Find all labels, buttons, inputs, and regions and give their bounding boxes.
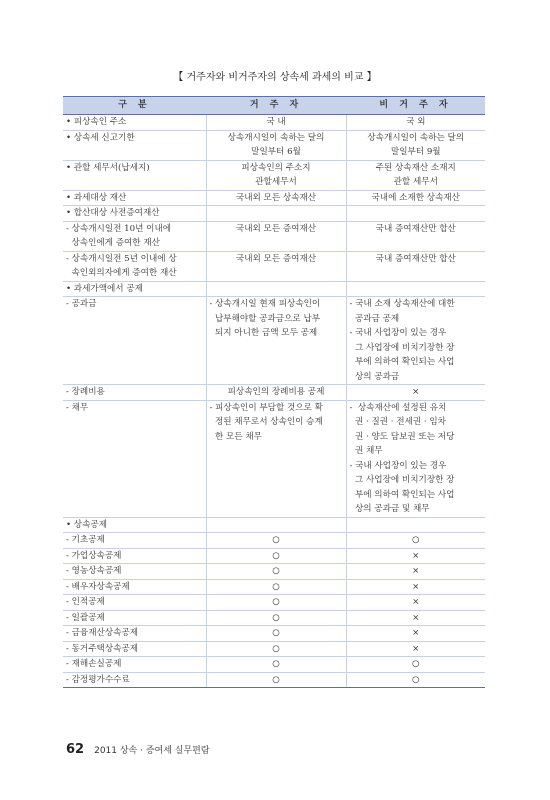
cell-line: 권 · 양도 담보권 또는 저당 xyxy=(349,431,455,442)
cell-line: ○ xyxy=(272,628,280,638)
cell-c1 xyxy=(63,385,206,401)
cell-line: × xyxy=(412,597,420,607)
cell-line: - 일괄공제 xyxy=(66,612,105,623)
table-title: 【 거주자와 비거주자의 상속세 과세의 비교 】 xyxy=(173,72,377,83)
cell-c1 xyxy=(63,517,206,533)
cell-c3 xyxy=(346,130,485,160)
page-footer xyxy=(66,742,210,757)
cell-line: 피상속인의 주소지 xyxy=(241,162,311,173)
cell-line: 국 내 xyxy=(266,117,286,127)
table-row xyxy=(63,672,485,688)
cell-c1 xyxy=(63,115,206,131)
cell-c3 xyxy=(346,564,485,580)
cell-c2 xyxy=(206,548,346,564)
cell-c1 xyxy=(63,548,206,564)
cell-line: 상의 공과금 xyxy=(349,371,400,382)
cell-c1 xyxy=(63,626,206,642)
cell-line: • 관할 세무서(납세지) xyxy=(66,162,150,173)
cell-c3 xyxy=(346,190,485,206)
cell-line: - 피상속인이 부담할 것으로 확 xyxy=(209,402,323,413)
cell-c3 xyxy=(346,610,485,626)
cell-line: 피상속인의 장례비용 공제 xyxy=(227,387,325,397)
cell-line: ○ xyxy=(272,581,280,592)
cell-line: 국내 증여재산만 합산 xyxy=(375,253,456,264)
cell-c3 xyxy=(346,595,485,611)
cell-c2 xyxy=(206,400,346,517)
cell-c2 xyxy=(206,595,346,611)
cell-c2 xyxy=(206,160,346,190)
cell-line: 그 사업장에 비치기장한 장 xyxy=(349,342,455,353)
cell-c2 xyxy=(206,672,346,688)
table-row xyxy=(63,610,485,626)
cell-line: 부에 의하여 확인되는 사업 xyxy=(349,489,455,500)
header-category: 구 분 xyxy=(63,97,206,115)
cell-c2 xyxy=(206,130,346,160)
cell-line: 국내 증여재산만 합산 xyxy=(375,223,456,234)
cell-line: 국내외 모든 상속재산 xyxy=(235,192,317,203)
cell-c1 xyxy=(63,400,206,517)
table-row xyxy=(63,385,485,401)
cell-line: - 상속개시일전 10년 이내에 xyxy=(66,223,172,234)
cell-c3 xyxy=(346,672,485,688)
cell-line: 부에 의하여 확인되는 사업 xyxy=(349,357,455,367)
cell-c2 xyxy=(206,610,346,626)
cell-c3 xyxy=(346,517,485,533)
cell-line: 납부해야할 공과금으로 납부 xyxy=(209,313,321,324)
cell-line: 상속개시일이 속하는 달의 xyxy=(367,132,465,143)
cell-line: × xyxy=(412,387,420,397)
cell-line: × xyxy=(412,643,420,654)
cell-line: × xyxy=(412,550,420,561)
cell-c1 xyxy=(63,533,206,549)
cell-line: - 재해손실공제 xyxy=(66,659,122,669)
header-nonresident: 비 거 주 자 xyxy=(346,97,485,115)
table-row xyxy=(63,533,485,549)
cell-c3 xyxy=(346,626,485,642)
cell-line: ○ xyxy=(272,612,280,623)
cell-c1 xyxy=(63,297,206,385)
cell-c2 xyxy=(206,385,346,401)
cell-line: × xyxy=(412,612,420,623)
header-row xyxy=(63,97,485,115)
cell-line: ○ xyxy=(272,550,280,561)
cell-c2 xyxy=(206,641,346,657)
cell-line: 속인외의자에게 증여한 재산 xyxy=(66,268,177,278)
cell-line: 상속인에게 증여한 재산 xyxy=(66,238,160,248)
cell-c1 xyxy=(63,610,206,626)
cell-line: × xyxy=(412,566,420,576)
cell-line: ○ xyxy=(272,535,280,545)
cell-c2 xyxy=(206,221,346,251)
cell-line: - 장례비용 xyxy=(66,387,105,397)
cell-line: 국내에 소재한 상속재산 xyxy=(371,192,460,203)
cell-c3 xyxy=(346,548,485,564)
cell-line: • 상속세 신고기한 xyxy=(66,132,135,143)
cell-line: ○ xyxy=(412,659,420,669)
table-row xyxy=(63,548,485,564)
cell-c1 xyxy=(63,641,206,657)
cell-c1 xyxy=(63,190,206,206)
table-row xyxy=(63,641,485,657)
cell-c1 xyxy=(63,251,206,281)
table-row xyxy=(63,115,485,131)
cell-c2 xyxy=(206,297,346,385)
cell-line: ○ xyxy=(272,566,280,576)
table-row xyxy=(63,206,485,222)
cell-line: 관할세무서 xyxy=(255,177,297,187)
cell-c2 xyxy=(206,657,346,673)
table-row xyxy=(63,400,485,517)
cell-line: - 국내 사업장이 있는 경우 xyxy=(349,460,447,471)
cell-c2 xyxy=(206,626,346,642)
cell-c1 xyxy=(63,564,206,580)
cell-line: 상의 공과금 및 채무 xyxy=(349,504,430,514)
cell-c2 xyxy=(206,579,346,595)
table-row xyxy=(63,221,485,251)
cell-line: 권 · 질권 · 전세권 · 임차 xyxy=(349,417,446,427)
comparison-table xyxy=(63,96,485,688)
cell-line: ○ xyxy=(272,674,280,685)
cell-line: - 금융재산상속공제 xyxy=(66,628,139,638)
header-resident: 거 주 자 xyxy=(206,97,346,115)
table-row xyxy=(63,517,485,533)
table-row xyxy=(63,579,485,595)
cell-line: 국내외 모든 증여재산 xyxy=(235,253,317,264)
cell-line: • 합산대상 사전증여재산 xyxy=(66,208,160,218)
cell-line: ○ xyxy=(412,674,420,685)
cell-line: - 채무 xyxy=(66,402,89,413)
cell-line: - 영농상속공제 xyxy=(66,566,122,576)
cell-line: • 과세대상 재산 xyxy=(66,192,127,203)
table-row xyxy=(63,190,485,206)
page-number: 62 xyxy=(66,742,85,757)
cell-c2 xyxy=(206,115,346,131)
cell-line: 말일부터 9월 xyxy=(390,147,441,157)
cell-c1 xyxy=(63,595,206,611)
table-row xyxy=(63,251,485,281)
cell-c2 xyxy=(206,517,346,533)
cell-line: - 국내 소재 상속재산에 대한 xyxy=(349,299,455,309)
cell-line: ○ xyxy=(412,535,420,545)
cell-c1 xyxy=(63,206,206,222)
table-body xyxy=(63,115,485,688)
cell-line: 정된 채무로서 상속인이 승계 xyxy=(209,417,323,427)
cell-c3 xyxy=(346,206,485,222)
cell-line: • 상속공제 xyxy=(66,519,108,530)
cell-line: • 피상속인 주소 xyxy=(66,117,127,127)
table-row xyxy=(63,564,485,580)
cell-line: 공과금 공제 xyxy=(349,313,400,324)
cell-line: 말일부터 6월 xyxy=(251,147,301,157)
cell-c2 xyxy=(206,206,346,222)
table-row xyxy=(63,657,485,673)
cell-c1 xyxy=(63,281,206,297)
cell-c3 xyxy=(346,115,485,131)
table-row xyxy=(63,160,485,190)
cell-c2 xyxy=(206,281,346,297)
cell-c3 xyxy=(346,657,485,673)
cell-c1 xyxy=(63,130,206,160)
cell-line: × xyxy=(412,628,420,638)
cell-c1 xyxy=(63,672,206,688)
cell-c3 xyxy=(346,385,485,401)
cell-c3 xyxy=(346,160,485,190)
cell-c3 xyxy=(346,579,485,595)
cell-line: - 인적공제 xyxy=(66,597,105,607)
cell-c3 xyxy=(346,297,485,385)
table-row xyxy=(63,595,485,611)
cell-c3 xyxy=(346,221,485,251)
cell-c3 xyxy=(346,281,485,297)
table-row xyxy=(63,626,485,642)
cell-c2 xyxy=(206,564,346,580)
cell-c2 xyxy=(206,190,346,206)
cell-line: 한 모든 채무 xyxy=(209,431,262,442)
cell-line: - 상속개시일 현재 피상속인이 xyxy=(209,299,321,309)
footer-text: 2011 상속 · 증여세 실무편람 xyxy=(94,746,210,756)
cell-line: - 가업상속공제 xyxy=(66,550,122,561)
cell-line: 권 채무 xyxy=(349,446,383,456)
table-row xyxy=(63,130,485,160)
cell-line: 주된 상속재산 소재지 xyxy=(375,162,456,173)
cell-line: ○ xyxy=(272,643,280,654)
cell-c1 xyxy=(63,579,206,595)
cell-c2 xyxy=(206,533,346,549)
cell-line: 국 외 xyxy=(406,117,426,127)
cell-line: ○ xyxy=(272,597,280,607)
cell-line: • 과세가액에서 공제 xyxy=(66,283,143,294)
cell-c1 xyxy=(63,221,206,251)
cell-c3 xyxy=(346,251,485,281)
cell-line: 상속개시일이 속하는 달의 xyxy=(227,132,325,143)
cell-line: 관할 세무서 xyxy=(393,177,438,187)
cell-line: - 상속재산에 설정된 유치 xyxy=(349,402,447,413)
cell-line: 되지 아니한 금액 모두 공제 xyxy=(209,328,318,338)
cell-c3 xyxy=(346,400,485,517)
cell-line: - 국내 사업장이 있는 경우 xyxy=(349,328,447,338)
cell-c1 xyxy=(63,657,206,673)
cell-line: - 감정평가수수료 xyxy=(66,674,130,685)
cell-c1 xyxy=(63,160,206,190)
cell-line: - 상속개시일전 5년 이내에 상 xyxy=(66,253,177,264)
cell-line: 그 사업장에 비치기장한 장 xyxy=(349,475,455,485)
cell-line: 국내외 모든 증여재산 xyxy=(235,223,317,234)
cell-line: × xyxy=(412,581,420,592)
cell-line: - 동거주택상속공제 xyxy=(66,643,139,654)
cell-line: - 공과금 xyxy=(66,299,97,309)
cell-c3 xyxy=(346,641,485,657)
cell-line: - 기초공제 xyxy=(66,535,105,545)
table-row xyxy=(63,297,485,385)
cell-line: ○ xyxy=(272,659,280,669)
table-row xyxy=(63,281,485,297)
cell-c3 xyxy=(346,533,485,549)
cell-c2 xyxy=(206,251,346,281)
cell-line: - 배우자상속공제 xyxy=(66,581,130,592)
